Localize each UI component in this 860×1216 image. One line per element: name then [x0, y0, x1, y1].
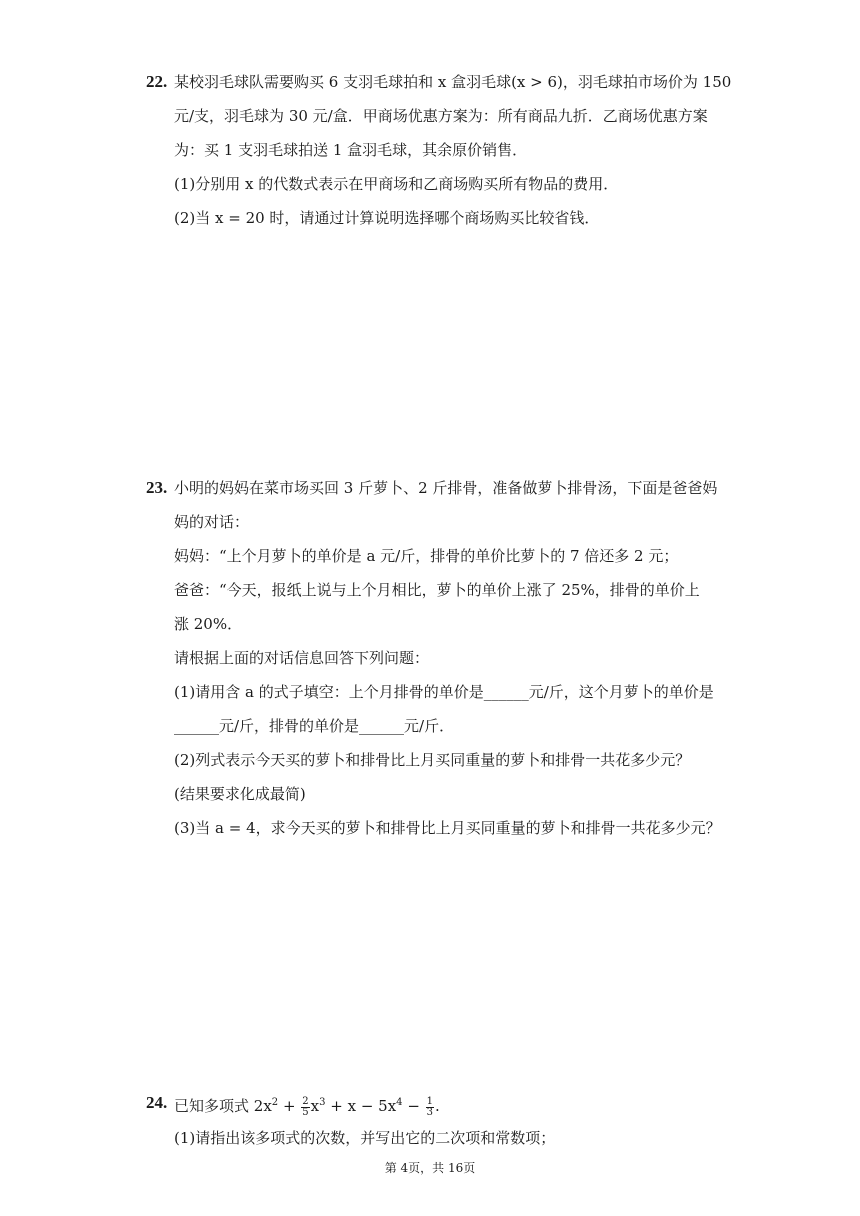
dialogue-dad: 爸爸：“今天，报纸上说与上个月相比，萝卜的单价上涨了 25%，排骨的单价上: [174, 581, 700, 599]
problem-text-line: 某校羽毛球队需要购买 6 支羽毛球拍和 x 盒羽毛球(x > 6)，羽毛球拍市场价为 150: [174, 73, 732, 91]
sub-question-1-cont: ______元/斤，排骨的单价是______元/斤．: [174, 717, 455, 735]
numerator: 1: [426, 1095, 434, 1107]
instruction-text: 请根据上面的对话信息回答下列问题：: [174, 649, 430, 667]
exponent: 3: [319, 1097, 326, 1108]
polynomial-statement: [174, 1093, 734, 1118]
problem-number: 24.: [146, 1093, 168, 1112]
exponent: 2: [271, 1097, 279, 1108]
sub-question-1: (1)请用含 a 的式子填空：上个月排骨的单价是______元/斤，这个月萝卜的单价是: [174, 683, 714, 701]
problem-text-line: 元/支，羽毛球为 30 元/盒．甲商场优惠方案为：所有商品九折．乙商场优惠方案: [174, 107, 708, 125]
sub-question-1: (1)分别用 x 的代数式表示在甲商场和乙商场购买所有物品的费用．: [174, 175, 619, 193]
problem-text-line: 为：买 1 支羽毛球拍送 1 盒羽毛球，其余原价销售．: [174, 141, 528, 159]
sub-question-3: (3)当 a = 4，求今天买的萝卜和排骨比上月买同重量的萝卜和排骨一共花多少元？: [174, 819, 721, 837]
sub-question-1: (1)请指出该多项式的次数，并写出它的二次项和常数项；: [174, 1129, 556, 1147]
operator: −: [402, 1097, 425, 1115]
problem-number: 22.: [146, 72, 168, 91]
problem-text-line: 妈的对话：: [174, 513, 250, 531]
dialogue-dad-cont: 涨 20%．: [174, 615, 243, 633]
sub-question-2: (2)当 x = 20 时，请通过计算说明选择哪个商场购买比较省钱．: [174, 209, 600, 227]
sub-question-2: (2)列式表示今天买的萝卜和排骨比上月买同重量的萝卜和排骨一共花多少元？: [174, 751, 691, 769]
exponent: 4: [396, 1097, 403, 1108]
denominator: 3: [426, 1106, 434, 1118]
term: 2x: [253, 1097, 272, 1115]
sub-question-2-note: (结果要求化成最简): [174, 785, 306, 803]
problem-number: 23.: [146, 478, 168, 497]
fraction-one-third: [426, 1097, 434, 1118]
page-footer: 第 4页，共 16页: [384, 1161, 476, 1175]
operator: +: [278, 1097, 301, 1115]
period: .: [435, 1097, 440, 1115]
dialogue-mom: 妈妈：“上个月萝卜的单价是 a 元/斤，排骨的单价比萝卜的 7 倍还多 2 元；: [174, 547, 679, 565]
term: + x − 5x: [325, 1097, 397, 1115]
fraction-two-fifths: [301, 1097, 309, 1118]
intro-text: 已知多项式: [174, 1097, 254, 1115]
numerator: 2: [302, 1095, 309, 1107]
term: x: [310, 1097, 320, 1115]
problem-text-line: 小明的妈妈在菜市场买回 3 斤萝卜、2 斤排骨，准备做萝卜排骨汤，下面是爸爸妈: [174, 479, 718, 497]
denominator: 5: [302, 1106, 309, 1118]
